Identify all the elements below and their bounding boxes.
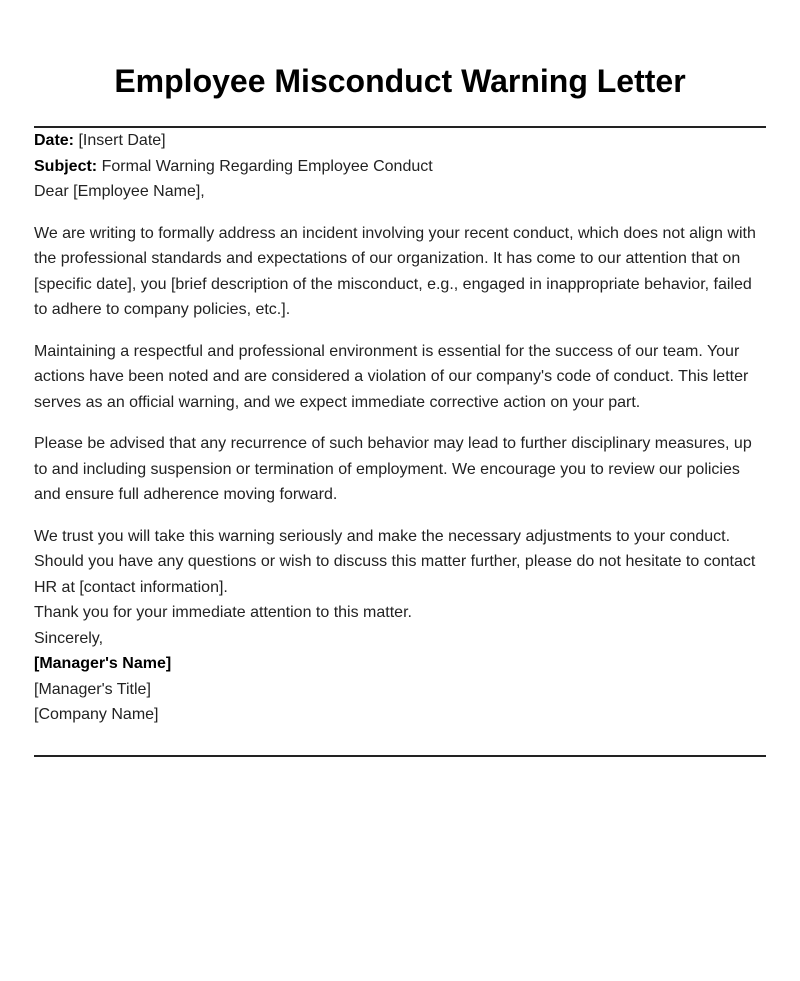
page-title: Employee Misconduct Warning Letter [114,63,686,99]
subject-line [34,154,766,180]
paragraph-4: We trust you will take this warning seriously and make the necessary adjustments to your conduct. Should you have any questions or wish to discuss this matter further, please do not hesitate to contact HR at [contact information]. [34,527,756,596]
date-label: Date: [34,132,75,149]
paragraph-2: Maintaining a respectful and professional environment is essential for the success of our team. Your actions have been noted and are considered a violation of our company's code of conduct. This letter serves as an official warning, and we expect immediate corrective action on your part. [34,342,749,411]
manager-title: [Manager's Title] [34,680,151,698]
letter-body [34,128,766,728]
company-name: [Company Name] [34,706,159,723]
date-value: [Insert Date] [78,132,166,149]
subject-label: Subject: [34,157,98,175]
manager-name: [Manager's Name] [34,655,172,672]
paragraph-3: Please be advised that any recurrence of such behavior may lead to further disciplinary measures, up to and including suspension or termination of employment. We encourage you to review our policies and ensure full adherence moving forward. [34,435,752,503]
thanks-line: Thank you for your immediate attention to this matter. [34,604,412,621]
bottom-divider [34,755,766,757]
sign-off: Sincerely, [34,629,104,647]
date-line [34,128,766,154]
subject-value: Formal Warning Regarding Employee Conduct [101,157,433,175]
paragraph-1: We are writing to formally address an incident involving your recent conduct, which does not align with the professional standards and expectations of our organization. It has come to our attention that on [specific date], you [brief description of the misconduct, e.g., engaged in inappropriate behavior, failed to adhere to company policies, etc.]. [34,224,756,318]
greeting: Dear [Employee Name], [34,183,205,200]
